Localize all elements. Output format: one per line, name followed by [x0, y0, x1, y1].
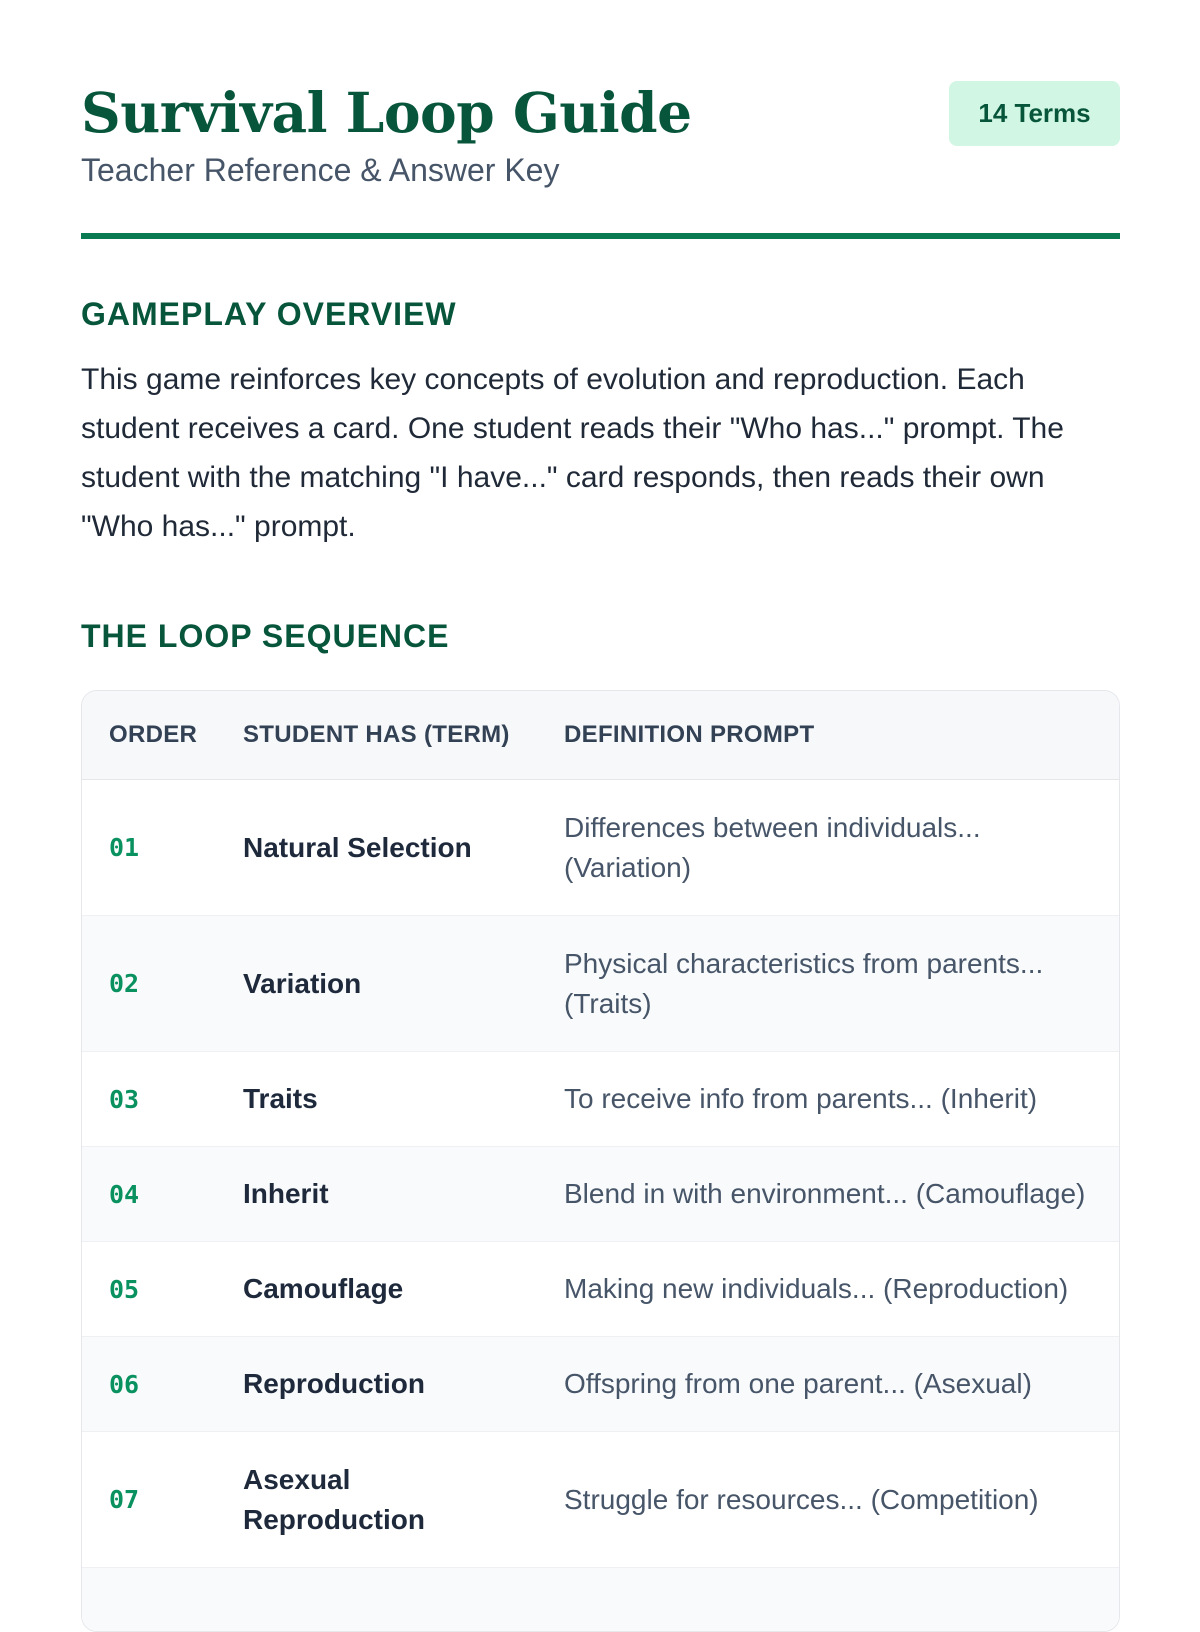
table-header-row [82, 691, 1119, 780]
guide-header [81, 0, 1120, 242]
definition-cell: Blend in with environment... (Camouflage) [564, 1147, 1119, 1242]
term-cell: Reproduction [243, 1368, 425, 1399]
definition-cell: Making new individuals... (Reproduction) [564, 1242, 1119, 1337]
order-number: 01 [109, 833, 139, 862]
guide-page [81, 0, 1120, 242]
order-number: 02 [109, 969, 139, 998]
overview-text: This game reinforces key concepts of evolution and reproduction. Each student receives a card. One student reads their "Who has..." prompt. The student with the matching "I have..." card responds, then reads their own "Who has..." prompt. [81, 355, 1120, 551]
term-cell: Asexual Reproduction [243, 1460, 443, 1540]
definition-cell: Offspring from one parent... (Asexual) [564, 1337, 1119, 1432]
page-subtitle: Teacher Reference & Answer Key [81, 150, 559, 190]
table-row [82, 1337, 1119, 1432]
definition-cell: To receive info from parents... (Inherit) [564, 1052, 1119, 1147]
term-cell: Natural Selection [243, 832, 472, 863]
order-number: 05 [109, 1275, 139, 1304]
table-row [82, 1242, 1119, 1337]
header-divider [81, 233, 1120, 239]
term-cell: Traits [243, 1083, 318, 1114]
definition-cell: Struggle for resources... (Competition) [564, 1432, 1119, 1568]
overview-heading: GAMEPLAY OVERVIEW [81, 296, 457, 333]
term-count-badge: 14 Terms [949, 81, 1120, 146]
definition-cell: Differences between individuals... (Variation) [564, 780, 1119, 916]
column-header-order: ORDER [82, 691, 243, 780]
loop-sequence-heading: THE LOOP SEQUENCE [81, 618, 449, 655]
order-number: 07 [109, 1485, 139, 1514]
table-row [82, 1432, 1119, 1568]
order-number: 06 [109, 1370, 139, 1399]
order-number: 03 [109, 1085, 139, 1114]
page-title: Survival Loop Guide [81, 78, 692, 148]
loop-sequence-table [81, 690, 1120, 1632]
term-cell: Inherit [243, 1178, 329, 1209]
term-cell: Variation [243, 968, 361, 999]
table-row [82, 780, 1119, 916]
table-row [82, 916, 1119, 1052]
order-number: 04 [109, 1180, 139, 1209]
definition-cell: Physical characteristics from parents... (Traits) [564, 916, 1119, 1052]
table-row [82, 1052, 1119, 1147]
column-header-definition: DEFINITION PROMPT [564, 691, 1119, 780]
term-cell: Camouflage [243, 1273, 403, 1304]
column-header-term: STUDENT HAS (TERM) [243, 691, 564, 780]
table-row [82, 1147, 1119, 1242]
